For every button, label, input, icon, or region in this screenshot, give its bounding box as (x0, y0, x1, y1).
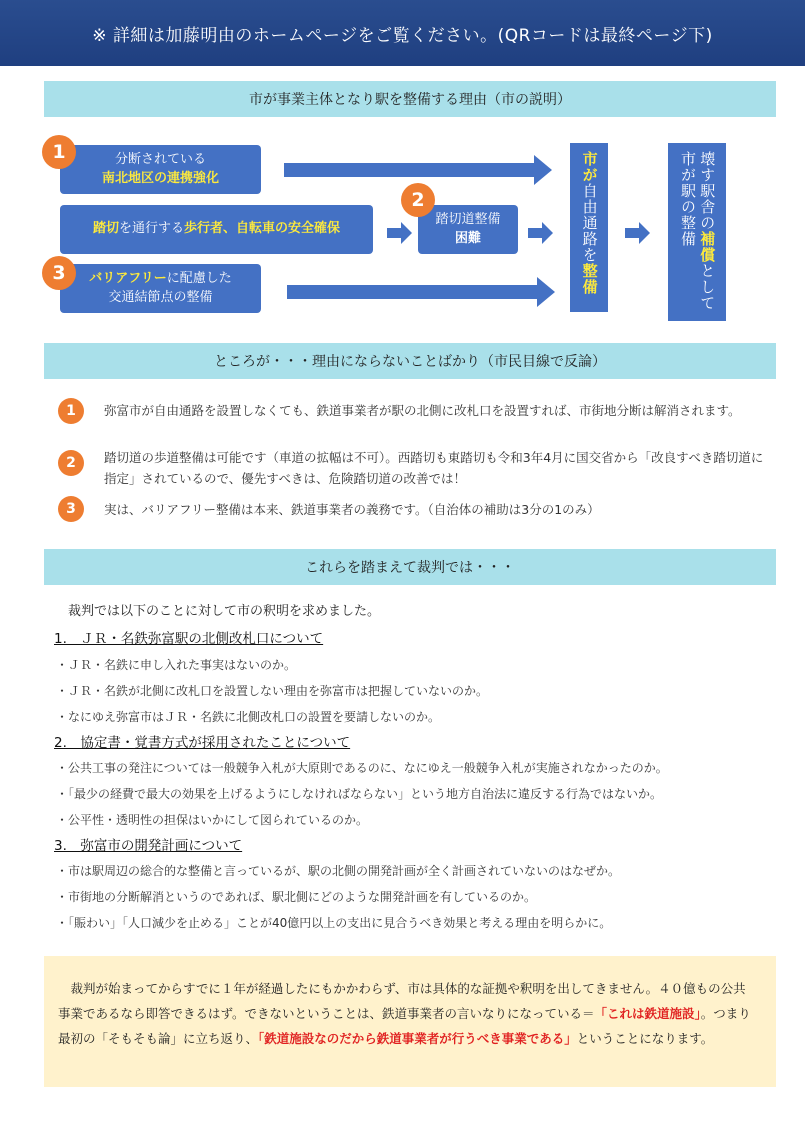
summary-paragraph (58, 976, 758, 1051)
arrow-right-icon (287, 277, 557, 307)
rebuttal-number-2: 2 (58, 450, 84, 476)
reason-box-north-south (60, 145, 261, 194)
number-badge-3: 3 (42, 256, 76, 290)
city-builds-passage-box (570, 143, 608, 312)
reason-box-barrier-free (60, 264, 261, 313)
reason-box-highlight: 踏切 (92, 221, 119, 237)
vertical-text-col-2: 市が駅の整備 (679, 151, 697, 247)
section-title-reasons (44, 81, 776, 117)
top-banner (0, 0, 805, 66)
crossing-difficult-box (418, 205, 518, 254)
rebuttal-text-3: 実は、バリアフリー整備は本来、鉄道事業者の義務です。（自治体の補助は3分の1のみ） (104, 502, 600, 517)
arrow-right-icon (528, 222, 554, 244)
summary-highlight: 「鉄道施設なのだから鉄道事業者が行うべき事業である」 (258, 1031, 577, 1046)
vertical-text (580, 151, 597, 312)
summary-text: 裁判が始まってからすでに１年が経過したにもかかわらず、市は具体的な証拠や釈明を出してきません。４０億もの公共事業であるなら即答できるはず。できないということは、鉄道事業者の言いなりになっている＝ (58, 981, 746, 1021)
arrow-right-icon (625, 222, 651, 244)
summary-highlight: 「これは鉄道施設」 (594, 1006, 701, 1021)
arrow-right-icon (284, 155, 554, 185)
reason-box-crossing-safety (60, 205, 373, 254)
trial-intro: 裁判では以下のことに対して市の釈明を求めました。 (68, 604, 381, 619)
topic-bullet: ・ＪＲ・名鉄に申し入れた事実はないのか。 (56, 658, 297, 672)
topic-bullet: ・「最少の経費で最大の効果を上げるようにしなければならない」という地方自治法に違反する行為ではないか。 (56, 787, 663, 801)
vertical-highlight: 整備 (580, 263, 599, 295)
rebuttal-number-3: 3 (58, 496, 84, 522)
reason-box-line: を通行する (118, 221, 184, 237)
summary-text: 。つまり最初の「そもそも論」に立ち返り、 (58, 1006, 751, 1046)
reason-box-highlight: バリアフリー (89, 271, 167, 287)
reason-box-highlight: 南北地区の連携強化 (101, 170, 219, 186)
vertical-text-col-1 (698, 151, 715, 321)
rebuttal-number-1: 1 (58, 398, 84, 424)
vertical-text: 壊す駅舎の (698, 151, 717, 231)
reason-box-line-1 (89, 270, 232, 288)
vertical-text-mid: 自由通路を (580, 183, 599, 263)
reason-box-highlight: 歩行者、自転車の安全確保 (184, 221, 341, 237)
section-title-trial (44, 549, 776, 585)
summary-box (44, 956, 776, 1087)
compensation-box (668, 143, 726, 321)
topic-bullet: ・なにゆえ弥富市はＪＲ・名鉄に北側改札口の設置を要請しないのか。 (56, 710, 441, 724)
topic-bullet: ・市街地の分断解消というのであれば、駅北側にどのような開発計画を有しているのか。 (56, 890, 537, 904)
vertical-highlight: 補償 (698, 231, 717, 263)
topic-bullet: ・公共工事の発注については一般競争入札が大原則であるのに、なにゆえ一般競争入札が実施されなかったのか。 (56, 761, 668, 775)
section-title-text: これらを踏まえて裁判では・・・ (305, 560, 515, 576)
section-title-rebuttal (44, 343, 776, 379)
topic-heading-1: 1. ＪＲ・名鉄弥富駅の北側改札口について (54, 631, 324, 647)
rebuttal-text-2: 踏切道の歩道整備は可能です（車道の拡幅は不可）。西踏切も東踏切も令和3年4月に国交省から「改良すべき踏切道に指定」されているので、優先すべきは、危険踏切道の改善では！ (104, 450, 764, 487)
reason-box-line: 分断されている (114, 152, 206, 168)
topic-bullet: ・公平性・透明性の担保はいかにして図られているのか。 (56, 813, 369, 827)
reason-box-text: に配慮した (166, 271, 232, 287)
arrow-right-icon (387, 222, 413, 244)
topic-bullet: ・「賑わい」「人口減少を止める」ことが40億円以上の支出に見合うべき効果と考える理由を明らかに。 (56, 916, 612, 930)
section-title-text: ところが・・・理由にならないことばかり（市民目線で反論） (214, 354, 606, 370)
summary-text: ということになります。 (576, 1031, 714, 1046)
topic-bullet: ・市は駅周辺の総合的な整備と言っているが、駅の北側の開発計画が全く計画されていないのはなぜか。 (56, 864, 621, 878)
topic-bullet: ・ＪＲ・名鉄が北側に改札口を設置しない理由を弥富市は把握していないのか。 (56, 684, 489, 698)
banner-text: ※ 詳細は加藤明由のホームページをご覧ください。(QRコードは最終ページ下) (92, 25, 713, 46)
topic-heading-3: 3. 弥富市の開発計画について (54, 838, 243, 854)
number-badge-1: 1 (42, 135, 76, 169)
vertical-text: として (698, 263, 717, 311)
mid-box-bold: 困難 (454, 230, 481, 246)
mid-box-line: 踏切道整備 (435, 212, 501, 228)
rebuttal-text-1: 弥富市が自由通路を設置しなくても、鉄道事業者が駅の北側に改札口を設置すれば、市街地分断は解消されます。 (104, 403, 741, 418)
topic-heading-2: 2. 協定書・覚書方式が採用されたことについて (54, 735, 351, 751)
vertical-highlight: 市が (580, 151, 599, 183)
number-badge-2: 2 (401, 183, 435, 217)
reason-box-line-2: 交通結節点の整備 (108, 289, 213, 305)
section-title-text: 市が事業主体となり駅を整備する理由（市の説明） (249, 92, 571, 108)
